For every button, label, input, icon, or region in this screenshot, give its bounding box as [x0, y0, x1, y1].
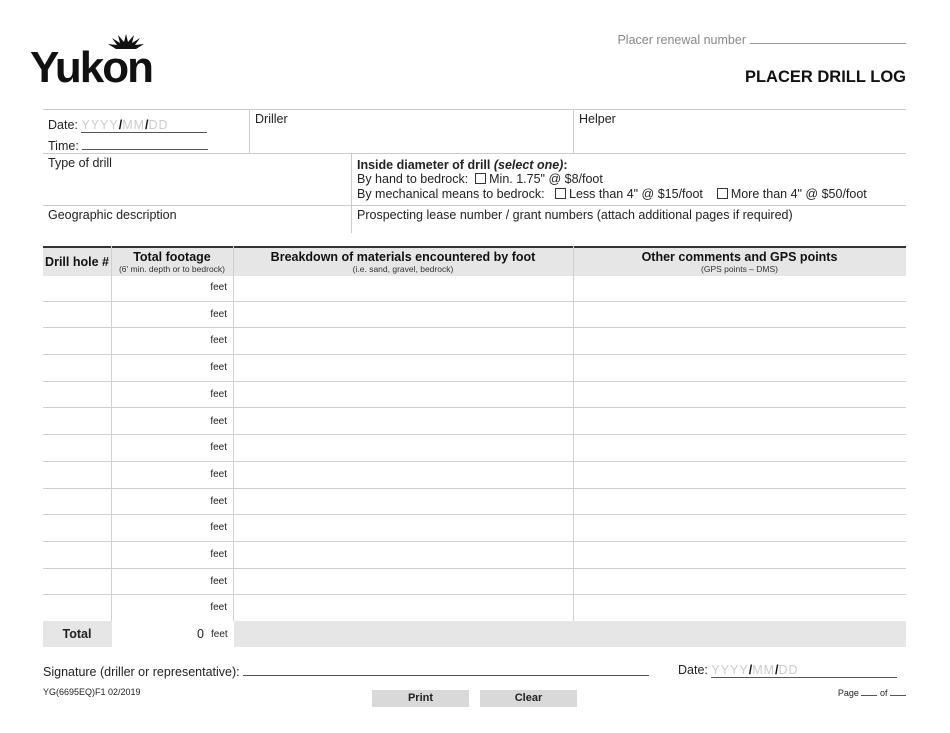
footer-date-dd: DD: [778, 663, 799, 677]
page-total-input[interactable]: [890, 687, 906, 696]
feet-unit: feet: [210, 415, 227, 427]
table-row[interactable]: [43, 514, 906, 542]
col-total-footage: Total footage (6' min. depth or to bedrock): [118, 250, 226, 274]
table-row[interactable]: [43, 408, 906, 436]
signature-field[interactable]: [43, 663, 649, 679]
total-label: Total: [62, 627, 92, 641]
table-row[interactable]: [43, 354, 906, 382]
feet-unit: feet: [210, 468, 227, 480]
less-option-label: Less than 4" @ $15/foot: [569, 187, 703, 201]
driller-label: Driller: [255, 112, 288, 126]
feet-unit: feet: [210, 522, 227, 534]
table-row[interactable]: [43, 274, 906, 302]
by-mech-row: [357, 187, 867, 201]
table-header: [43, 246, 906, 276]
feet-unit: feet: [210, 308, 227, 320]
feet-unit: feet: [210, 388, 227, 400]
by-hand-label: By hand to bedrock:: [357, 172, 469, 186]
more-than-checkbox[interactable]: [717, 188, 728, 199]
feet-unit: feet: [210, 575, 227, 587]
divider: [43, 205, 906, 206]
divider: [43, 153, 906, 154]
less-than-checkbox[interactable]: [555, 188, 566, 199]
diameter-title: Inside diameter of drill (select one):: [357, 158, 568, 172]
divider: [43, 109, 906, 110]
col-comments: Other comments and GPS points (GPS points – DMS): [641, 250, 838, 274]
feet-unit: feet: [210, 602, 227, 614]
footer-date-label: Date:: [678, 663, 708, 677]
page-counter: Page of: [838, 687, 906, 698]
yukon-logo: [30, 32, 165, 92]
divider: [233, 246, 234, 621]
date-slash: /: [145, 118, 149, 132]
form-code: YG(6695EQ)F1 02/2019: [43, 687, 141, 697]
feet-unit: feet: [210, 549, 227, 560]
renewal-label: Placer renewal number: [617, 33, 746, 47]
renewal-input-line[interactable]: [750, 33, 906, 44]
time-field[interactable]: [48, 137, 208, 153]
total-row: [43, 621, 906, 647]
table-row[interactable]: [43, 594, 906, 622]
divider: [249, 109, 250, 153]
col-breakdown: Breakdown of materials encountered by foot (i.e. sand, gravel, bedrock): [270, 250, 536, 274]
divider: [573, 246, 574, 621]
footer-date-yyyy: YYYY: [711, 663, 749, 677]
total-value: 0: [197, 627, 204, 641]
min-option-label: Min. 1.75" @ $8/foot: [489, 172, 603, 186]
type-of-drill-label: Type of drill: [48, 156, 112, 170]
col-drill-hole: Drill hole #: [45, 255, 109, 269]
divider: [573, 109, 574, 153]
feet-unit: feet: [210, 495, 227, 507]
date-mm: MM: [122, 118, 146, 132]
table-row[interactable]: [43, 568, 906, 596]
table-row[interactable]: [43, 461, 906, 489]
table-row[interactable]: [43, 327, 906, 355]
date-field[interactable]: [48, 118, 207, 133]
total-cell: [112, 621, 234, 647]
date-slash: /: [118, 118, 123, 132]
table-row[interactable]: [43, 434, 906, 462]
table-row[interactable]: [43, 301, 906, 329]
feet-unit: feet: [210, 282, 227, 293]
logo-text: Yukon: [30, 43, 153, 92]
renewal-field[interactable]: [617, 33, 906, 47]
divider: [351, 153, 352, 233]
lease-label: Prospecting lease number / grant numbers (attach additional pages if required): [357, 208, 793, 222]
feet-unit: feet: [210, 442, 227, 454]
table-row[interactable]: [43, 488, 906, 516]
total-unit: feet: [211, 629, 228, 640]
print-button[interactable]: Print: [372, 690, 469, 707]
page-title: PLACER DRILL LOG: [744, 68, 906, 86]
min-checkbox[interactable]: [475, 173, 486, 184]
footer-date-field[interactable]: Date: YYYY/MM/DD: [678, 663, 897, 678]
footer-date-mm: MM: [752, 663, 776, 677]
more-option-label: More than 4" @ $50/foot: [730, 187, 867, 201]
date-yyyy: YYYY: [81, 118, 119, 132]
clear-button[interactable]: Clear: [480, 690, 577, 707]
by-hand-row: [357, 172, 603, 186]
time-label: Time:: [48, 139, 79, 153]
date-label: Date:: [48, 118, 78, 132]
feet-unit: feet: [210, 335, 227, 347]
helper-label: Helper: [579, 112, 616, 126]
date-dd: DD: [148, 118, 169, 132]
geo-description-label: Geographic description: [48, 208, 177, 222]
table-row[interactable]: [43, 541, 906, 569]
signature-label: Signature (driller or representative):: [43, 665, 240, 679]
by-mech-label: By mechanical means to bedrock:: [357, 187, 545, 201]
page-number-input[interactable]: [861, 687, 877, 696]
feet-unit: feet: [210, 362, 227, 374]
divider: [111, 246, 112, 647]
table-row[interactable]: [43, 381, 906, 409]
